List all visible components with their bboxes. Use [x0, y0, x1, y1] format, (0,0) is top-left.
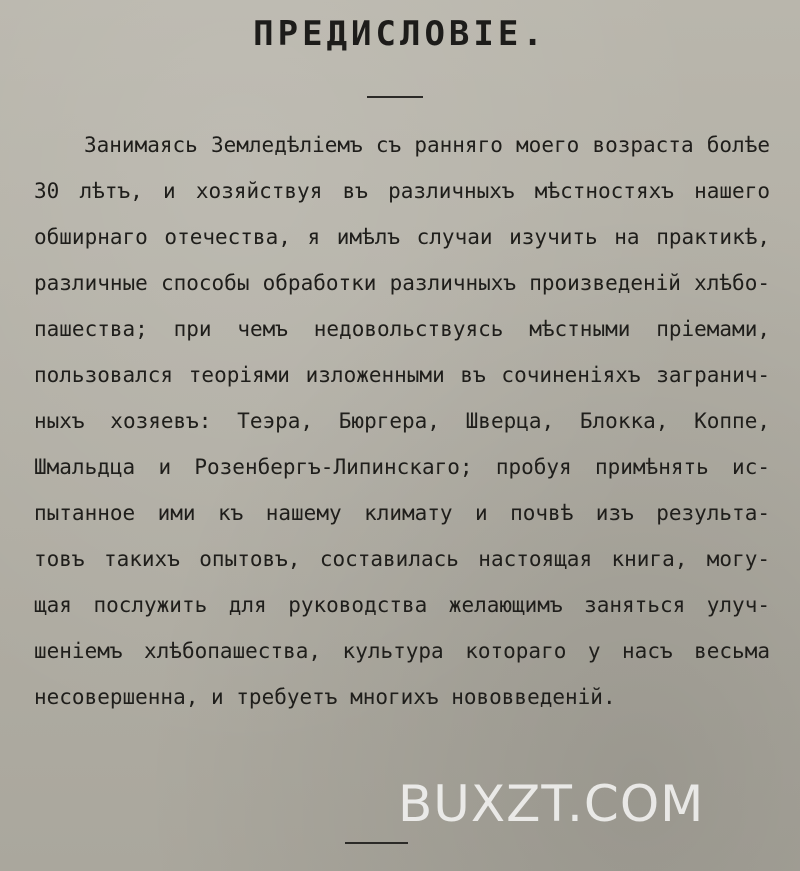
text-line: 30 лѣтъ, и хозяйствуя въ различныхъ мѣстностяхъ нашего: [34, 179, 770, 203]
watermark-text: BUXZT.COM: [398, 775, 705, 833]
text-line: несовершенна, и требуетъ многихъ нововведеній.: [34, 685, 616, 709]
text-line: Шмальдца и Розенбергъ-Липинскаго; пробуя примѣнять ис-: [34, 455, 770, 479]
text-line: пользовался теоріями изложенными въ сочиненіяхъ загранич-: [34, 363, 770, 387]
text-line: шеніемъ хлѣбопашества, культура котораго у насъ весьма: [34, 639, 770, 663]
text-line: различные способы обработки различныхъ произведеній хлѣбо-: [34, 271, 770, 295]
text-line: товъ такихъ опытовъ, составилась настоящая книга, могу-: [34, 547, 770, 571]
end-divider: [345, 842, 408, 844]
text-line: Занимаясь Земледѣліемъ съ ранняго моего возраста болѣе: [84, 133, 770, 157]
preface-paragraph: [34, 132, 770, 730]
text-line: пытанное ими къ нашему климату и почвѣ изъ результа-: [34, 501, 770, 525]
text-line: пашества; при чемъ недовольствуясь мѣстными пріемами,: [34, 317, 770, 341]
title-divider: [367, 96, 423, 98]
text-line: щая послужить для руководства желающимъ заняться улуч-: [34, 593, 770, 617]
text-line: ныхъ хозяевъ: Теэра, Бюргера, Шверца, Блокка, Коппе,: [34, 409, 770, 433]
text-line: обширнаго отечества, я имѣлъ случаи изучить на практикѣ,: [34, 225, 770, 249]
page-title: ПРЕДИСЛОВІЕ.: [253, 14, 547, 54]
